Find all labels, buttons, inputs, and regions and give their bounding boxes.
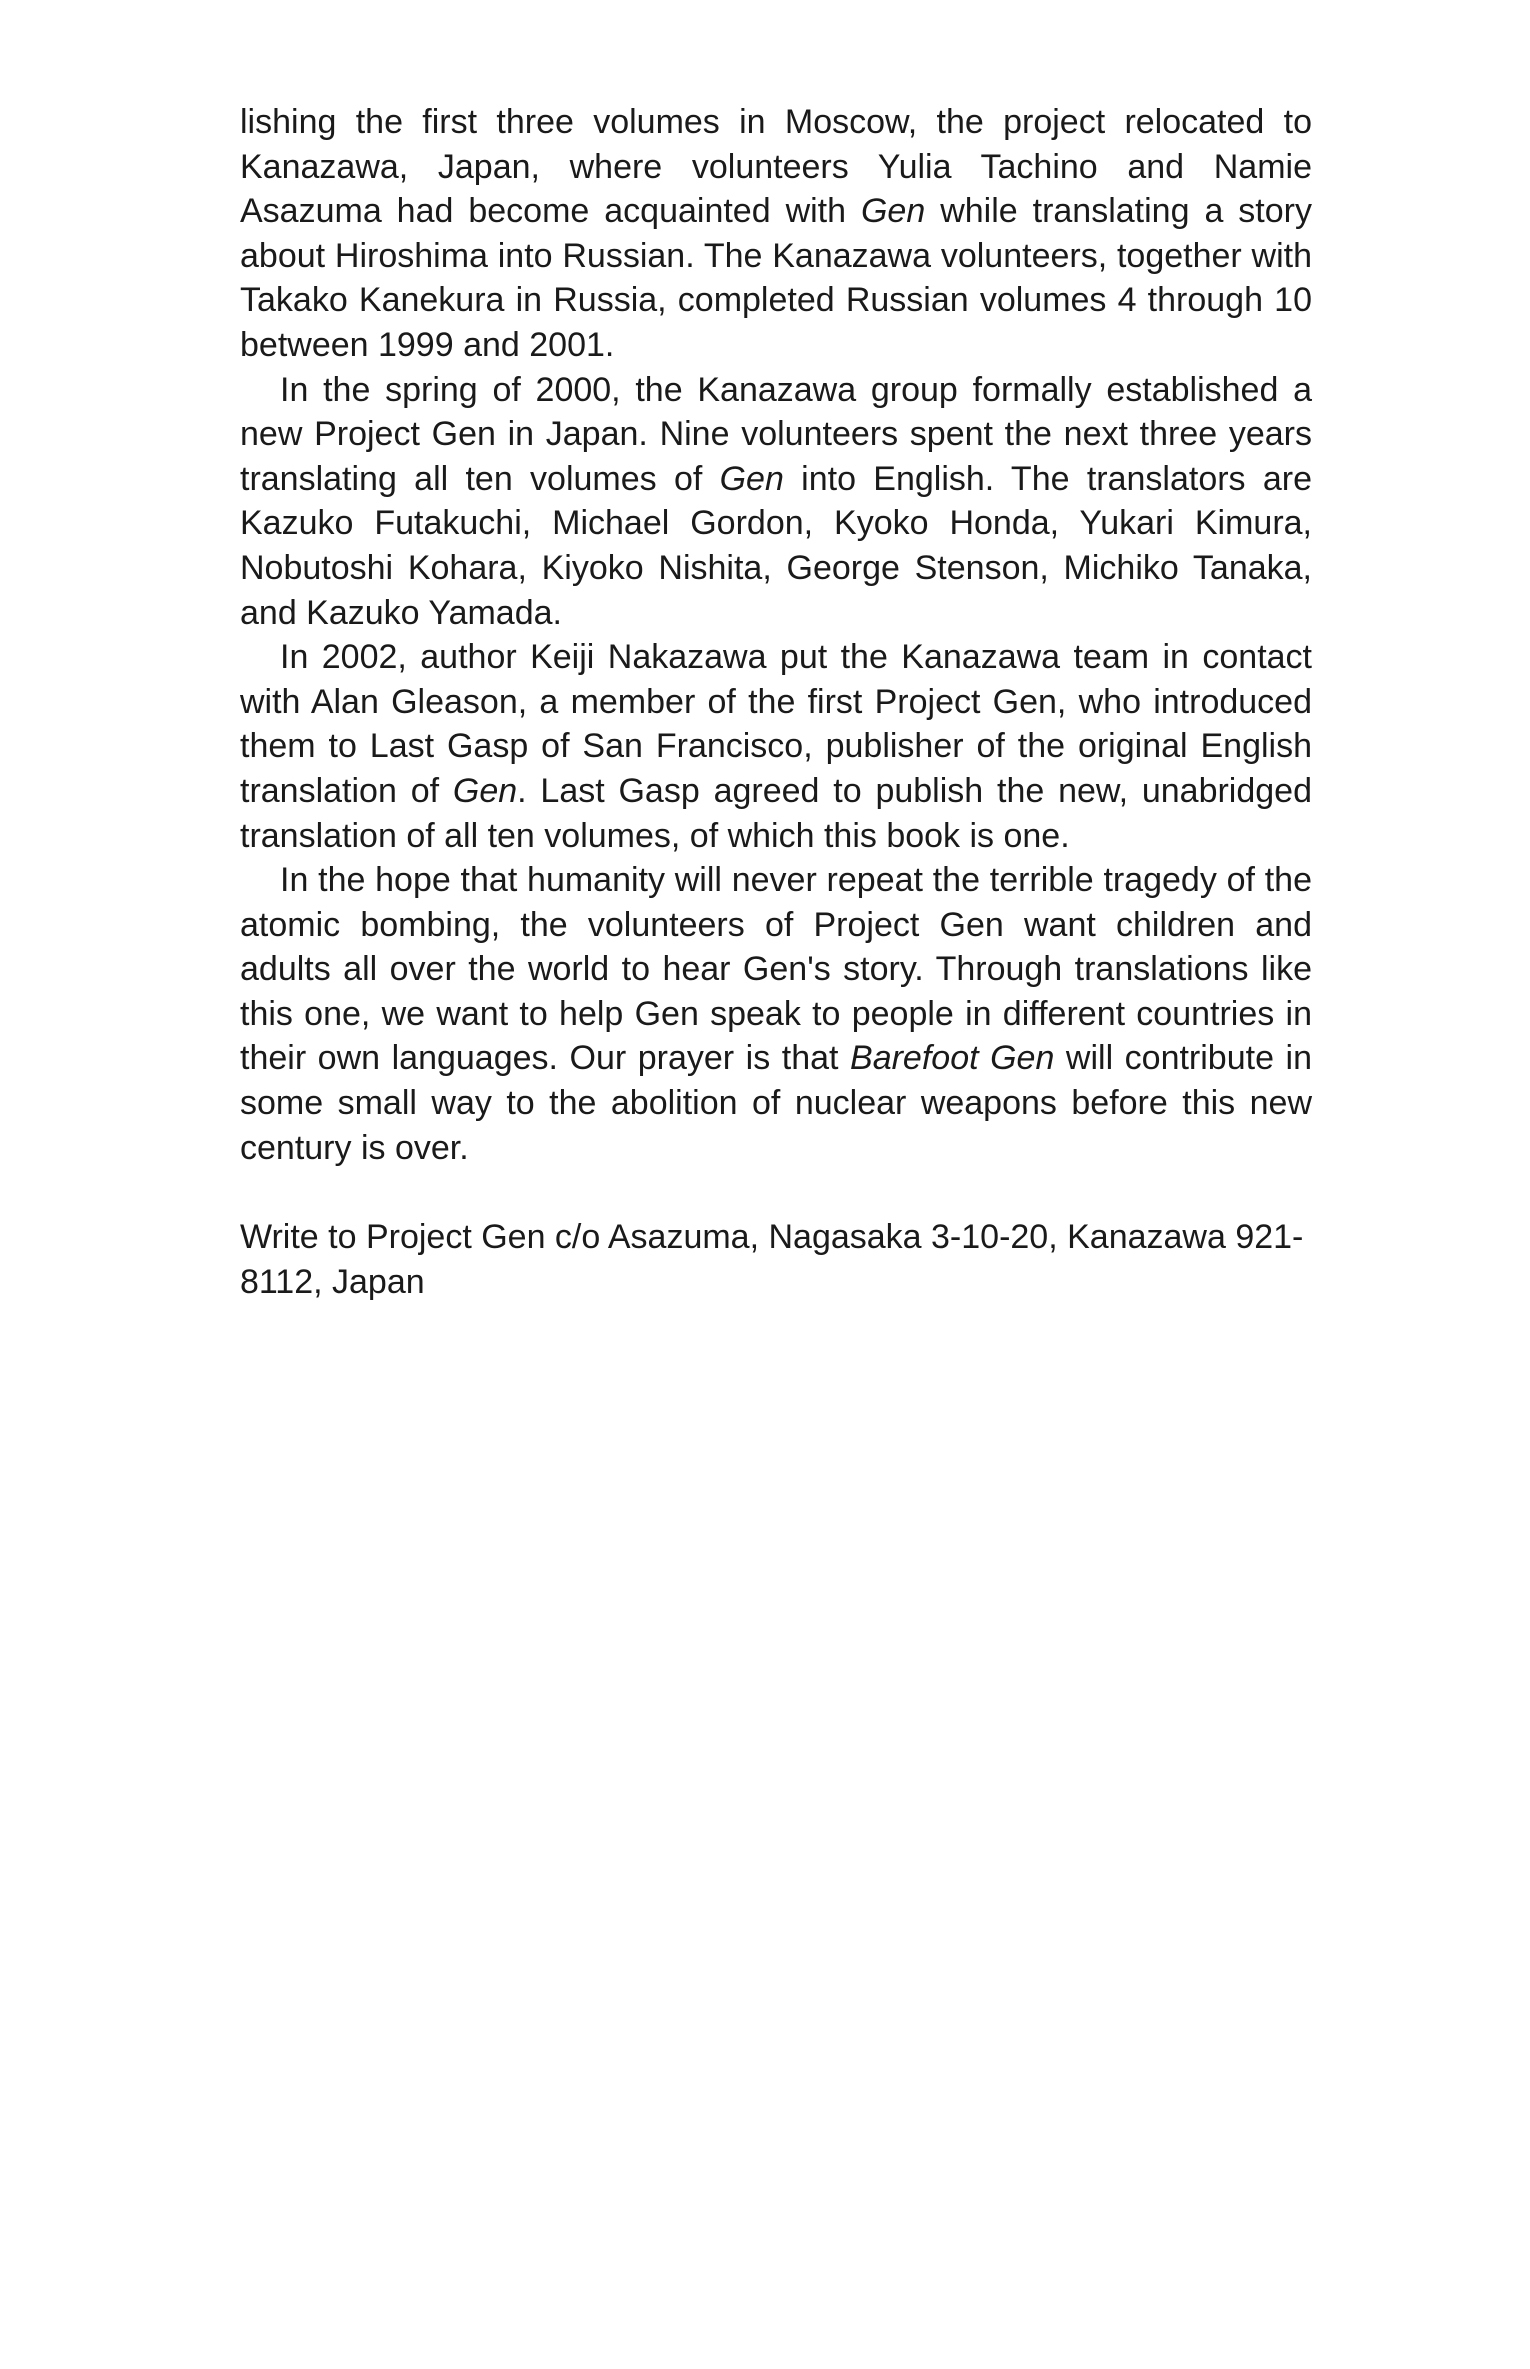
book-title: Gen: [719, 459, 784, 498]
paragraph-text: In the spring of 2000, the Kanazawa group formally established a new Project Gen in Japan. Nine volunteers spent the next three years translating all ten volumes of: [240, 370, 1312, 498]
book-title: Gen: [452, 771, 518, 810]
contact-address: Write to Project Gen c/o Asazuma, Nagasaka 3-10-20, Kanazawa 921-8112, Japan: [240, 1218, 1304, 1301]
paragraph-publisher: [240, 635, 1312, 858]
paragraph-hope: [240, 858, 1312, 1170]
paragraph-project-history: [240, 100, 1312, 368]
paragraph-text: . Last Gasp agreed to publish the new, unabridged translation of all ten volumes, of which this book is one.: [240, 771, 1312, 855]
paragraph-text: will contribute in some small way to the abolition of nuclear weapons before this new century is over.: [240, 1039, 1312, 1167]
paragraph-text: In 2002, author Keiji Nakazawa put the Kanazawa team in contact with Alan Gleason, a member of the first Project Gen, who introduced them to Last Gasp of San Francisco, publisher of the original English translation of: [240, 638, 1312, 810]
paragraph-text: In the hope that humanity will never repeat the terrible tragedy of the atomic bombing, the volunteers of Project Gen want children and adults all over the world to hear Gen's story. Through translations like this one, we want to help Gen speak to people in different countries in their own languages. Our prayer is that: [240, 861, 1312, 1078]
book-title: Gen: [860, 192, 926, 231]
paragraph-text: lishing the first three volumes in Moscow, the project relocated to Kanazawa, Japan, where volunteers Yulia Tachino and Namie Asazuma had become acquainted with: [240, 103, 1312, 231]
document-body: [240, 100, 1312, 1304]
book-title: Barefoot Gen: [850, 1039, 1055, 1078]
paragraph-text: while translating a story about Hiroshima into Russian. The Kanazawa volunteers, together with Takako Kanekura in Russia, completed Russian volumes 4 through 10 between 1999 and 2001.: [240, 192, 1312, 364]
paragraph-translators: [240, 368, 1312, 636]
paragraph-text: into English. The translators are Kazuko Futakuchi, Michael Gordon, Kyoko Honda, Yukari Kimura, Nobutoshi Kohara, Kiyoko Nishita, George Stenson, Michiko Tanaka, and Kazuko Yamada.: [240, 459, 1312, 632]
